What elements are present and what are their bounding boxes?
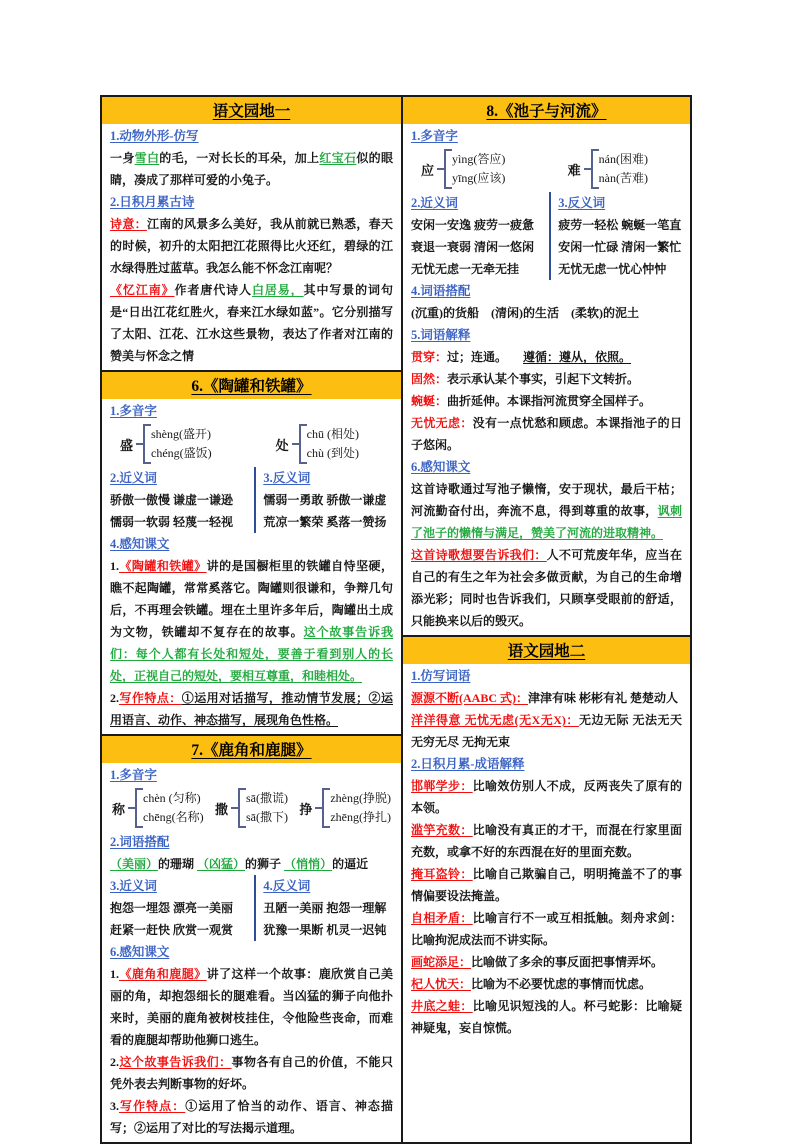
bracket [591, 149, 648, 189]
subhead-text: 1.仿写词语 [411, 669, 471, 683]
bracket-tie [292, 443, 299, 445]
subhead-text: 5.词语解释 [411, 328, 471, 342]
paragraph-aabc [411, 687, 682, 709]
subhead-text: 4.反义词 [263, 879, 311, 893]
section-chizi [403, 124, 690, 635]
pinyin-reading: chū (相处) [306, 427, 359, 441]
word-pair-line: 懦弱一勇敢 骄傲一谦虚 [263, 493, 387, 507]
subhead-text: 3.反义词 [263, 471, 311, 485]
section-header-garden2 [403, 635, 690, 664]
header-title: 8.《池子与河流》 [486, 103, 607, 120]
definition-guran [411, 368, 682, 390]
text-run: 比喻没有真正的才干，而混在行家里面充数，或拿不好的东西混在好的里面充数。 [411, 823, 682, 859]
paragraph-tellus [411, 544, 682, 632]
word-pair-line: 荒凉一繁荣 奚落一赞扬 [263, 515, 387, 529]
header-title: 语文园地二 [507, 643, 586, 660]
bracket [135, 788, 204, 828]
text-run: 无边无际 无法无天 无穷无尽 无拘无束 [411, 713, 682, 749]
study-notes-table [100, 95, 692, 1144]
pinyin-row [110, 422, 393, 467]
pinyin-char: 称 [112, 801, 126, 817]
label-red: 《忆江南》 [110, 283, 175, 297]
text-run: 遵从，依照。 [559, 350, 632, 364]
bracket [322, 788, 391, 828]
word-pair-line: 疲劳一轻松 蜿蜒一笔直 [558, 218, 682, 232]
label-red: 洋洋得意 无忧无虑(无X无X)： [411, 713, 579, 727]
header-title: 语文园地一 [212, 103, 291, 120]
text-run: 1. [110, 967, 119, 981]
pinyin-reading: chèn (匀称) [143, 791, 201, 805]
pinyin-reading: zhēng(挣扎) [330, 810, 391, 824]
idiom-lanyu [411, 819, 682, 863]
label-red: 蜿蜒： [411, 394, 448, 408]
text-run: ①运用了恰当的动作、语言、神态描写；②运用了对比的写法揭示道理。 [110, 1099, 393, 1135]
synonym-column [110, 467, 254, 533]
section-header-chizi [403, 97, 690, 124]
right-column [401, 97, 690, 1142]
subhead [110, 875, 250, 897]
pinyin-row [110, 786, 393, 831]
subhead [263, 467, 393, 489]
text-run: 3. [110, 1099, 119, 1113]
pinyin-reading: zhèng(挣脱) [330, 791, 391, 805]
section-header-garden1 [102, 97, 401, 124]
bracket-tie [437, 168, 444, 170]
idiom-huashe [411, 951, 682, 973]
subhead [411, 280, 682, 302]
idiom-handan [411, 775, 682, 819]
text-run: 的毛，一对长长的耳朵，加上 [159, 151, 320, 165]
text-run: 其中写景的词句是“日出江花红胜火，春来江水绿如蓝”。它分别描写了太阳、江花、江水这些景物，表达了作者对江南的赞美与怀念之情 [110, 283, 393, 363]
subhead [110, 831, 393, 853]
bracket [299, 424, 359, 464]
subhead [110, 400, 393, 422]
label-black: 遵循： [523, 350, 560, 364]
pinyin-group [120, 424, 212, 464]
section-taoguan [102, 399, 401, 734]
highlight-green: （凶猛） [197, 857, 246, 871]
pinyin-reading: nàn(苦难) [598, 171, 648, 185]
paragraph-dapei [110, 853, 393, 875]
word-pair-line: 赶紧一赶快 欣赏一观赏 [110, 923, 234, 937]
paragraph-shiyi [110, 213, 393, 279]
pinyin-reading: yìng(答应) [452, 152, 506, 166]
subhead-text: 2.词语搭配 [110, 835, 170, 849]
synonym-column [411, 192, 549, 280]
paragraph-yijiangnan [110, 279, 393, 367]
paragraph-xiezuo [110, 1095, 393, 1139]
collocation-line: (沉重)的货船 (清闲)的生活 (柔软)的泥土 [411, 306, 639, 320]
text-run: 人不可荒废年华，应当在自己的有生之年为社会多做贡献，为自己的生命增添光彩；同时也告诉我们，只顾享受眼前的舒适，只能换来以后的毁灭。 [411, 548, 682, 628]
idiom-qiren [411, 973, 682, 995]
highlight-green: 白居易， [251, 283, 304, 297]
text-run: 江南的风景多么美好，我从前就已熟悉，春天的时候，初升的太阳把江花照得比火还红，碧绿的江水绿得胜过蓝草。我怎么能不怀念江南呢？ [110, 217, 393, 275]
label-red: 贯穿： [411, 350, 448, 364]
text-run: 比喻效仿别人不成，反两丧失了原有的本领。 [411, 779, 682, 815]
text-run: 一身 [110, 151, 135, 165]
pinyin-reading: sā(撒下) [246, 810, 288, 824]
subhead-text: 1.多音字 [411, 129, 458, 143]
pinyin-char: 盛 [120, 437, 134, 453]
word-pair-line: 安闲一忙碌 清闲一繁忙 [558, 240, 682, 254]
label-red: 写作特点： [119, 691, 182, 705]
antonym-column [254, 875, 393, 941]
subhead [110, 533, 393, 555]
text-run: 的珊瑚 [158, 857, 198, 871]
header-title: 6.《陶罐和铁罐》 [191, 378, 312, 395]
subhead [110, 125, 393, 147]
paragraph-xiezuo [110, 687, 393, 731]
subhead-text: 3.反义词 [558, 196, 606, 210]
word-pair-line: 无忧无虑一忧心忡忡 [558, 262, 667, 276]
pinyin-reading: chēng(名称) [143, 810, 204, 824]
synonym-column [110, 875, 254, 941]
subhead [263, 875, 393, 897]
antonym-column [254, 467, 393, 533]
subhead [411, 192, 545, 214]
bracket-tie [136, 443, 143, 445]
pinyin-group [299, 788, 391, 828]
highlight-green: 讽刺了池子的懒惰与满足，赞美了河流的进取精神。 [411, 504, 682, 540]
paragraph-ganzhi [110, 963, 393, 1051]
synonym-antonym-block [110, 467, 393, 533]
text-run: 讲的是国橱柜里的铁罐自恃坚硬，瞧不起陶罐，常常奚落它。陶罐则很谦和，争辩几句后，不再理会铁罐。埋在土里许多年后，陶罐出土成为文物，铁罐却不复存在的故事。 [110, 559, 393, 639]
highlight-green: 这个故事告诉我们：每个人都有长处和短处，要善于看到别人的长处，正视自己的短处，要相互尊重，和睦相处。 [110, 625, 393, 683]
bracket [238, 788, 288, 828]
label-red: 画蛇添足： [411, 955, 472, 969]
text-run: 表示承认某个事实，引起下文转折。 [447, 372, 640, 386]
subhead [411, 753, 682, 775]
label-red: 这个故事告诉我们： [119, 1055, 232, 1069]
text-run: 比喻自己欺骗自己，明明掩盖不了的事情偏要设法掩盖。 [411, 867, 682, 903]
header-title: 7.《鹿角和鹿腿》 [191, 742, 312, 759]
synonym-antonym-block [411, 192, 682, 280]
word-pair-line: 无忧无虑一无牵无挂 [411, 262, 520, 276]
definition-wanyan [411, 390, 682, 412]
subhead [411, 324, 682, 346]
pinyin-char: 撒 [214, 801, 228, 817]
label-red: 源源不断(AABC 式)： [411, 691, 528, 705]
left-column [102, 97, 401, 1142]
text-run: 事物各有自己的价值，不能只凭外表去判断事物的好坏。 [110, 1055, 393, 1091]
text-run: 2. [110, 1055, 119, 1069]
subhead-text: 1.多音字 [110, 768, 157, 782]
subhead-text: 4.感知课文 [110, 537, 170, 551]
word-pair-line: 衰退一衰弱 清闲一悠闲 [411, 240, 535, 254]
text-run: 比喻做了多余的事反面把事情弄坏。 [471, 955, 664, 969]
word-pair-line: 骄傲一傲慢 谦虚一谦逊 [110, 493, 234, 507]
pinyin-group [215, 788, 288, 828]
bracket-tie [315, 807, 322, 809]
section-garden1 [102, 124, 401, 370]
text-run: 比喻言行不一或互相抵触。刻舟求剑：比喻拘泥成法而不讲实际。 [411, 911, 682, 947]
label-red: 无忧无虑： [411, 416, 473, 430]
label-red: 杞人忧天： [411, 977, 472, 991]
bracket-tie [128, 807, 135, 809]
text-run: 的狮子 [245, 857, 285, 871]
label-red: 掩耳盗铃： [411, 867, 473, 881]
section-garden2 [403, 664, 690, 1042]
subhead [411, 456, 682, 478]
pinyin-group [421, 149, 505, 189]
definition-wuyouwulv [411, 412, 682, 456]
subhead-text: 2.近义词 [411, 196, 458, 210]
subhead-text: 6.感知课文 [110, 945, 170, 959]
pinyin-row [411, 147, 682, 192]
text-run: 似的眼睛，凑成了那样可爱的小兔子。 [110, 151, 393, 187]
highlight-green: 雪白 [134, 151, 160, 165]
pinyin-reading: nán(困难) [598, 152, 648, 166]
subhead [110, 191, 393, 213]
pinyin-group [568, 149, 648, 189]
subhead [411, 125, 682, 147]
idiom-zixiang [411, 907, 682, 951]
pinyin-reading: chù (到处) [306, 446, 359, 460]
label-red: 自相矛盾： [411, 911, 473, 925]
subhead [110, 941, 393, 963]
pinyin-reading: sā(撒谎) [246, 791, 288, 805]
paragraph-fangxie [110, 147, 393, 191]
subhead [558, 192, 682, 214]
word-pair-line: 丑陋一美丽 抱怨一理解 [263, 901, 387, 915]
highlight-green: （悄悄） [284, 857, 333, 871]
pinyin-group [112, 788, 204, 828]
pinyin-group [276, 424, 359, 464]
section-header-taoguan [102, 370, 401, 399]
subhead-text: 2.日积月累古诗 [110, 195, 195, 209]
label-red: 诗意： [110, 217, 147, 231]
paragraph-ganzhi [411, 478, 682, 544]
label-red: 滥竽充数： [411, 823, 473, 837]
pinyin-char: 处 [275, 437, 289, 453]
text-run: 曲折延伸。本课指河流贯穿全国样子。 [447, 394, 652, 408]
subhead-text: 1.多音字 [110, 404, 157, 418]
label-red: 这首诗歌想要告诉我们： [411, 548, 547, 562]
subhead-text: 3.近义词 [110, 879, 157, 893]
text-run: 2. [110, 691, 119, 705]
idiom-yaner [411, 863, 682, 907]
pinyin-char: 挣 [299, 801, 313, 817]
label-red: 固然： [411, 372, 448, 386]
text-run: 作者唐代诗人 [174, 283, 252, 297]
pinyin-reading: yīng(应该) [452, 171, 506, 185]
section-header-lujiao [102, 734, 401, 763]
text-run: 过；连通。 [447, 350, 508, 364]
paragraph-moral [110, 1051, 393, 1095]
label-red: 邯郸学步： [411, 779, 473, 793]
text-run: 这首诗歌通过写池子懒惰，安于现状，最后干枯；河流勤奋付出，奔流不息，得到尊重的故事， [411, 482, 682, 518]
label-red: 《陶罐和铁罐》 [119, 559, 207, 573]
text-run: 津津有味 彬彬有礼 楚楚动人 [528, 691, 679, 705]
pinyin-reading: chéng(盛饭) [151, 446, 212, 460]
word-pair-line: 犹豫一果断 机灵一迟钝 [263, 923, 387, 937]
bracket-tie [231, 807, 238, 809]
bracket [143, 424, 212, 464]
subhead [110, 467, 250, 489]
antonym-column [549, 192, 682, 280]
text-run: 讲了这样一个故事：鹿欣赏自己美丽的角，却抱怨细长的腿难看。当凶猛的狮子向他扑来时，美丽的鹿角被树枝挂住，令他险些丧命，而难看的鹿腿却帮助他狮口逃生。 [110, 967, 393, 1047]
paragraph-wuxwux [411, 709, 682, 753]
text-run: 1. [110, 559, 119, 573]
bracket-tie [584, 168, 591, 170]
label-red: 《鹿角和鹿腿》 [119, 967, 207, 981]
label-red: 井底之蛙： [411, 999, 473, 1013]
word-pair-line: 安闲一安逸 疲劳一疲惫 [411, 218, 535, 232]
label-red: 写作特点： [119, 1099, 186, 1113]
paragraph-ganzhi [110, 555, 393, 687]
definition-guanchuan [411, 346, 682, 368]
text-run: 比喻为不必要忧虑的事情而忧虑。 [471, 977, 652, 991]
text-run: 的逼近 [332, 857, 369, 871]
text-run: ①运用对话描写，推动情节发展；②运用语言、动作、神态描写，展现角色性格。 [110, 691, 393, 727]
subhead-text: 2.近义词 [110, 471, 157, 485]
pinyin-char: 难 [567, 162, 581, 178]
text-run: 没有一点忧愁和顾虑。本课指池子的日子悠闲。 [411, 416, 682, 452]
subhead-text: 6.感知课文 [411, 460, 471, 474]
synonym-antonym-block [110, 875, 393, 941]
pinyin-reading: shèng(盛开) [151, 427, 212, 441]
subhead [110, 764, 393, 786]
section-lujiao [102, 763, 401, 1142]
subhead-text: 4.词语搭配 [411, 284, 471, 298]
highlight-green: （美丽） [110, 857, 159, 871]
subhead [411, 665, 682, 687]
highlight-green: 红宝石 [319, 151, 357, 165]
word-pair-line: 懦弱一软弱 轻蔑一轻视 [110, 515, 234, 529]
bracket [444, 149, 505, 189]
subhead-text: 1.动物外形-仿写 [110, 129, 199, 143]
idiom-jingdi [411, 995, 682, 1039]
subhead-text: 2.日积月累-成语解释 [411, 757, 525, 771]
text-run: 比喻见识短浅的人。杯弓蛇影：比喻疑神疑鬼，妄自惊慌。 [411, 999, 682, 1035]
pinyin-char: 应 [421, 162, 435, 178]
word-pair-line: 抱怨一埋怨 漂亮一美丽 [110, 901, 234, 915]
